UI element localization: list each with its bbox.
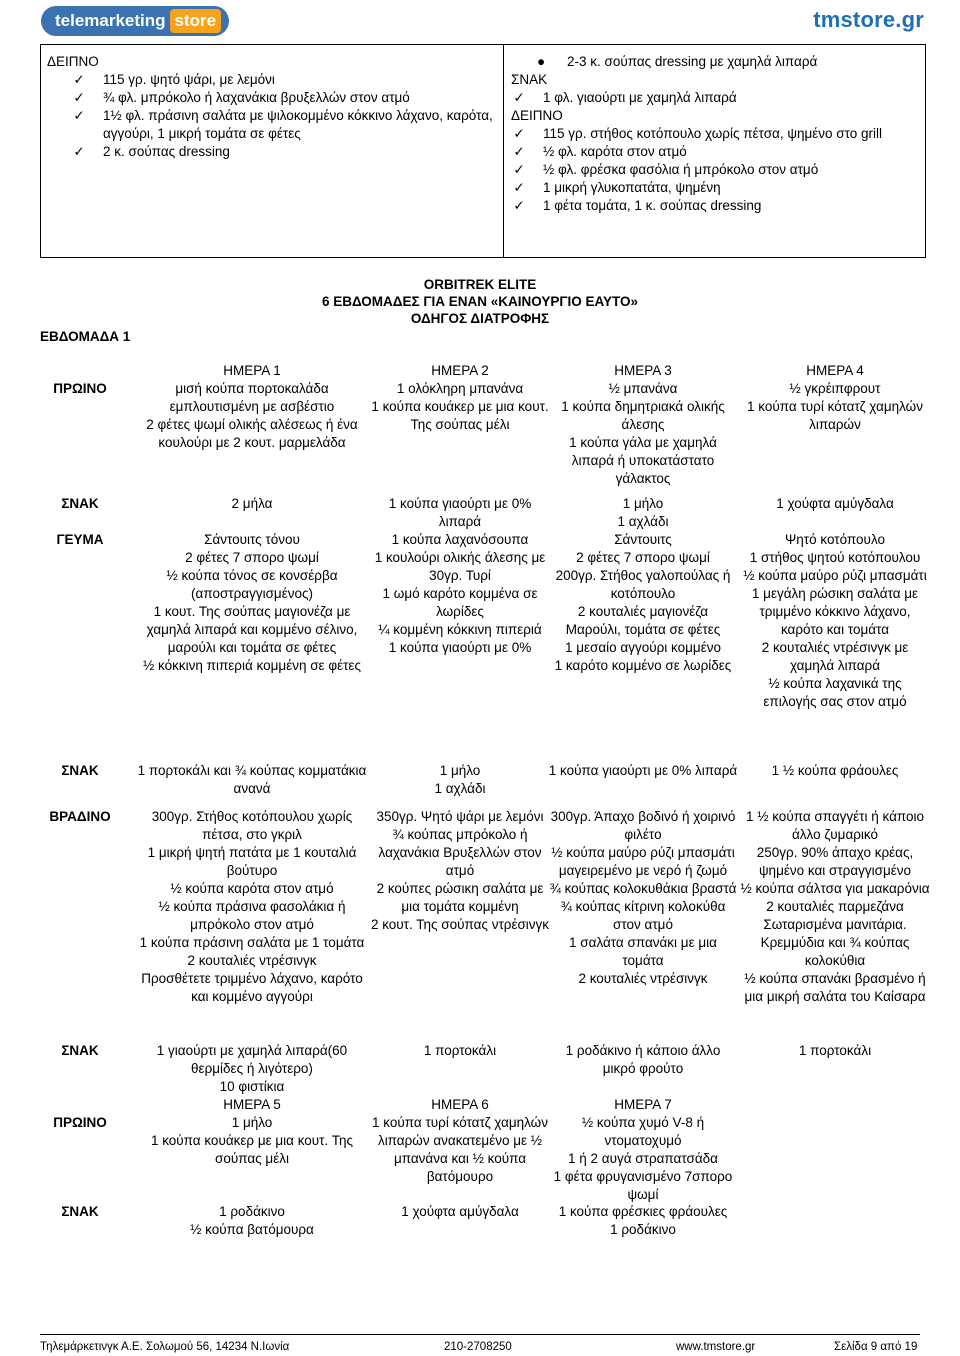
checklist-item-text: 1 μικρή γλυκοπατάτα, ψημένη [543, 180, 721, 195]
checklist-item-text: ½ φλ. καρότα στον ατμό [543, 144, 687, 159]
title-line-1: ORBITREK ELITE [423, 277, 537, 292]
footer-divider [40, 1334, 920, 1335]
meal-cell: 1 μήλο 1 κούπα κουάκερ με μια κουτ. Της σούπας μέλι [150, 1115, 354, 1166]
meal-cell: Σάντουιτς 2 φέτες 7 σπορο ψωμί 200γρ. Στήθος γαλοπούλας ή κοτόπουλο 2 κουταλιές μαγιονέζα Μαρούλι, τομάτα σε φέτες 1 μεσαίο αγγούρι κομμένο 1 καρότο κομμένο σε λωρίδες [554, 532, 732, 673]
title-line-3: ΟΔΗΓΟΣ ΔΙΑΤΡΟΦΗΣ [410, 311, 550, 326]
meal-cell: 1 κούπα γιαούρτι με 0% λιπαρά [548, 763, 738, 778]
meal-cell: 1 μήλο 1 αχλάδι [434, 763, 486, 796]
meal-cell: 1 χούφτα αμύγδαλα [776, 496, 894, 511]
day-header: ΗΜΕΡΑ 3 [614, 363, 672, 378]
meal-cell: 350γρ. Ψητό ψάρι με λεμόνι ¾ κούπας μπρόκολο ή λαχανάκια Βρυξελλών στον ατμό 2 κούπες ρώσικη σαλάτα με μια τομάτα κομμένη 2 κουτ. Της σούπας ντρέσινγκ [370, 809, 550, 932]
checklist-item [511, 161, 921, 179]
telemarketing-store-logo [41, 6, 229, 36]
checklist-item-text: 115 γρ. στήθος κοτόπουλο χωρίς πέτσα, ψημένο στο grill [543, 126, 883, 141]
day-header: ΗΜΕΡΑ 1 [223, 363, 281, 378]
meal-cell: 1 κούπα λαχανόσουπα 1 κουλούρι ολικής άλεσης με 30γρ. Τυρί 1 ωμό καρότο κομμένα σε λωρίδες ¼ κομμένη κόκκινη πιπεριά 1 κούπα γιαούρτι με 0% [374, 532, 546, 655]
checkmark-icon: ✓ [513, 162, 525, 177]
checklist-item [511, 89, 921, 107]
top-left-column [47, 53, 497, 161]
meal-cell: ½ μπανάνα 1 κούπα δημητριακά ολικής άλεσης 1 κούπα γάλα με χαμηλά λιπαρά ή υποκατάστατο γάλακτος [561, 381, 725, 486]
title-line-2: 6 ΕΒΔΟΜΑΔΕΣ ΓΙΑ ΕΝΑΝ «ΚΑΙΝΟΥΡΓΙΟ ΕΑΥΤΟ» [321, 294, 639, 309]
meal-cell: 300γρ. Άπαχο βοδινό ή χοιρινό φιλέτο ½ κούπα μαύρο ρύζι μπασμάτι μαγειρεμένο με νερό ή ζωμό ¾ κούπας κολοκυθάκια βραστά ¾ κούπας κίτρινη κολοκύθα στον ατμό 1 σαλάτα σπανάκι με μια τομάτα 2 κουταλιές ντρέσινγκ [549, 809, 737, 986]
checklist-item-text: ½ φλ. φρέσκα φασόλια ή μπρόκολο στον ατμό [543, 162, 819, 177]
bullet-icon: ● [537, 54, 546, 69]
meal-label: ΣΝΑΚ [61, 1043, 99, 1058]
checklist-item [511, 125, 921, 143]
checkmark-icon: ✓ [73, 144, 85, 159]
week-label: ΕΒΔΟΜΑΔΑ 1 [40, 329, 131, 344]
logo-text: telemarketing [55, 11, 166, 30]
checklist-item [511, 179, 921, 197]
checkmark-icon: ✓ [73, 90, 85, 105]
meal-label: ΠΡΩΙΝΟ [53, 1115, 107, 1130]
meal-cell: 1 πορτοκάλι [423, 1043, 497, 1058]
meal-cell: 1 κούπα φρέσκιες φράουλες 1 ροδάκινο [558, 1204, 728, 1237]
brand-name: tmstore.gr [813, 7, 924, 32]
meal-cell: 1 ροδάκινο ή κάποιο άλλο μικρό φρούτο [565, 1043, 721, 1076]
footer-page-number: Σελίδα 9 από 19 [834, 1341, 918, 1353]
meal-cell: 1 πορτοκάλι [798, 1043, 872, 1058]
meal-cell: 1 γιαούρτι με χαμηλά λιπαρά(60 θερμίδες ή λιγότερο) 10 φιστίκια [156, 1043, 348, 1094]
checkmark-icon: ✓ [513, 198, 525, 213]
dinner-heading-2: ΔΕΙΠΝΟ [511, 108, 563, 123]
day-header: ΗΜΕΡΑ 2 [431, 363, 489, 378]
meal-cell: 1 ροδάκινο ½ κούπα βατόμουρα [190, 1204, 314, 1237]
meal-label: ΒΡΑΔΙΝΟ [49, 809, 111, 824]
document-title [290, 276, 670, 327]
meal-cell: 2 μήλα [231, 496, 273, 511]
meal-cell: Σάντουιτς τόνου 2 φέτες 7 σπορο ψωμί ½ κούπα τόνος σε κονσέρβα (αποστραγγισμένος) 1 κουτ. Της σούπας μαγιονέζα με χαμηλά λιπαρά και κομμένο σέλινο, μαρούλι και τομάτα σε φέτες ½ κόκκινη πιπεριά κομμένη σε φέτες [143, 532, 361, 673]
bullet-item: ● 2-3 κ. σούπας dressing με χαμηλά λιπαρά [537, 54, 818, 69]
checklist-item-text: 1 φλ. γιαούρτι με χαμηλά λιπαρά [543, 90, 737, 105]
checklist-item-text: 115 γρ. ψητό ψάρι, με λεμόνι [103, 72, 275, 87]
day-header: ΗΜΕΡΑ 5 [223, 1097, 281, 1112]
meal-cell: 1 μήλο 1 αχλάδι [617, 496, 669, 529]
meal-label: ΓΕΥΜΑ [56, 532, 104, 547]
meal-cell: 1 χούφτα αμύγδαλα [401, 1204, 519, 1219]
logo-store-box: store [170, 9, 222, 33]
checklist-item-text: 2 κ. σούπας dressing [103, 144, 230, 159]
meal-cell: 1 πορτοκάλι και ¾ κούπας κομματάκια ανανά [137, 763, 367, 796]
checkmark-icon: ✓ [513, 180, 525, 195]
checklist-item [71, 107, 497, 143]
checklist-item-text: 1½ φλ. πράσινη σαλάτα με ψιλοκομμένο κόκκινο λάχανο, καρότα, αγγούρι, 1 μικρή τομάτα σε φέτες [103, 108, 493, 141]
checkmark-icon: ✓ [513, 126, 525, 141]
meal-cell: 1 κούπα γιαούρτι με 0% λιπαρά [388, 496, 532, 529]
checkmark-icon: ✓ [513, 144, 525, 159]
meal-cell: Ψητό κοτόπουλο 1 στήθος ψητού κοτόπουλου ½ κούπα μαύρο ρύζι μπασμάτι 1 μεγάλη ρώσικη σαλάτα με τριμμένο κόκκινο λάχανο, καρότο και τομάτα 2 κουταλιές ντρέσινγκ με χαμηλά λιπαρά ½ κούπα λαχανικά της επιλογής σας στον ατμό [743, 532, 927, 709]
meal-label: ΣΝΑΚ [61, 496, 99, 511]
meal-cell: 300γρ. Στήθος κοτόπουλου χωρίς πέτσα, στο γκριλ 1 μικρή ψητή πατάτα με 1 κουταλιά βούτυρο ½ κούπα καρότα στον ατμό ½ κούπα πράσινα φασολάκια ή μπρόκολο στον ατμό 1 κούπα πράσινη σαλάτα με 1 τομάτα 2 κουταλιές ντρέσινγκ Προσθέτετε τριμμένο λάχανο, καρότο και κομμένο αγγούρι [139, 809, 365, 1004]
meal-cell: 1 ολόκληρη μπανάνα 1 κούπα κουάκερ με μια κουτ. Της σούπας μέλι [371, 381, 549, 432]
meal-cell: ½ γκρέιπφρουτ 1 κούπα τυρί κότατζ χαμηλών λιπαρών [747, 381, 923, 432]
meal-cell: ½ κούπα χυμό V-8 ή ντοματοχυμό 1 ή 2 αυγά στραπατσάδα 1 φέτα φρυγανισμένο 7σπορο ψωμί [553, 1115, 733, 1202]
checklist-item-text: 1 φέτα τομάτα, 1 κ. σούπας dressing [543, 198, 762, 213]
meal-label: ΠΡΩΙΝΟ [53, 381, 107, 396]
checkmark-icon: ✓ [73, 108, 85, 123]
day-header: ΗΜΕΡΑ 4 [806, 363, 864, 378]
meal-label: ΣΝΑΚ [61, 763, 99, 778]
dinner-heading: ΔΕΙΠΝΟ [47, 54, 99, 69]
checklist-item [511, 143, 921, 161]
meal-cell: μισή κούπα πορτοκαλάδα εμπλουτισμένη με ασβέστιο 2 φέτες ψωμί ολικής αλέσεως ή ένα κουλούρι με 2 κουτ. μαρμελάδα [146, 381, 358, 450]
footer-website[interactable]: www.tmstore.gr [676, 1341, 756, 1353]
footer-phone: 210-2708250 [444, 1341, 512, 1353]
snack-heading: ΣΝΑΚ [511, 72, 548, 87]
meal-cell: 1 ½ κούπα σπαγγέτι ή κάποιο άλλο ζυμαρικό 250γρ. 90% άπαχο κρέας, ψημένο και στραγγισμένο ½ κούπα σάλτσα για μακαρόνια 2 κουταλιές παρμεζάνα Σωταρισμένα μανιτάρια. Κρεμμύδια και ¾ κούπας κολοκύθια ½ κούπα σπανάκι βρασμένο ή μια μικρή σαλάτα του Καίσαρα [740, 809, 930, 1004]
meal-label: ΣΝΑΚ [61, 1204, 99, 1219]
checklist-item-text: ¾ φλ. μπρόκολο ή λαχανάκια βρυξελλών στον ατμό [103, 90, 410, 105]
top-right-column [511, 53, 921, 215]
checklist-item [511, 197, 921, 215]
checkmark-icon: ✓ [73, 72, 85, 87]
top-menu-box [40, 44, 926, 258]
day-header: ΗΜΕΡΑ 6 [431, 1097, 489, 1112]
meal-cell: 1 κούπα τυρί κότατζ χαμηλών λιπαρών ανακατεμένο με ½ μπανάνα και ½ κούπα βατόμουρο [372, 1115, 548, 1184]
checklist-item [71, 71, 497, 89]
checkmark-icon: ✓ [513, 90, 525, 105]
meal-cell: 1 ½ κούπα φράουλες [771, 763, 899, 778]
day-header: ΗΜΕΡΑ 7 [614, 1097, 672, 1112]
box-divider [503, 45, 504, 257]
checklist-item [71, 143, 497, 161]
checklist-item [71, 89, 497, 107]
footer-company: Τηλεμάρκετινγκ Α.Ε. Σολωμού 56, 14234 Ν.Ιωνία [40, 1341, 290, 1353]
